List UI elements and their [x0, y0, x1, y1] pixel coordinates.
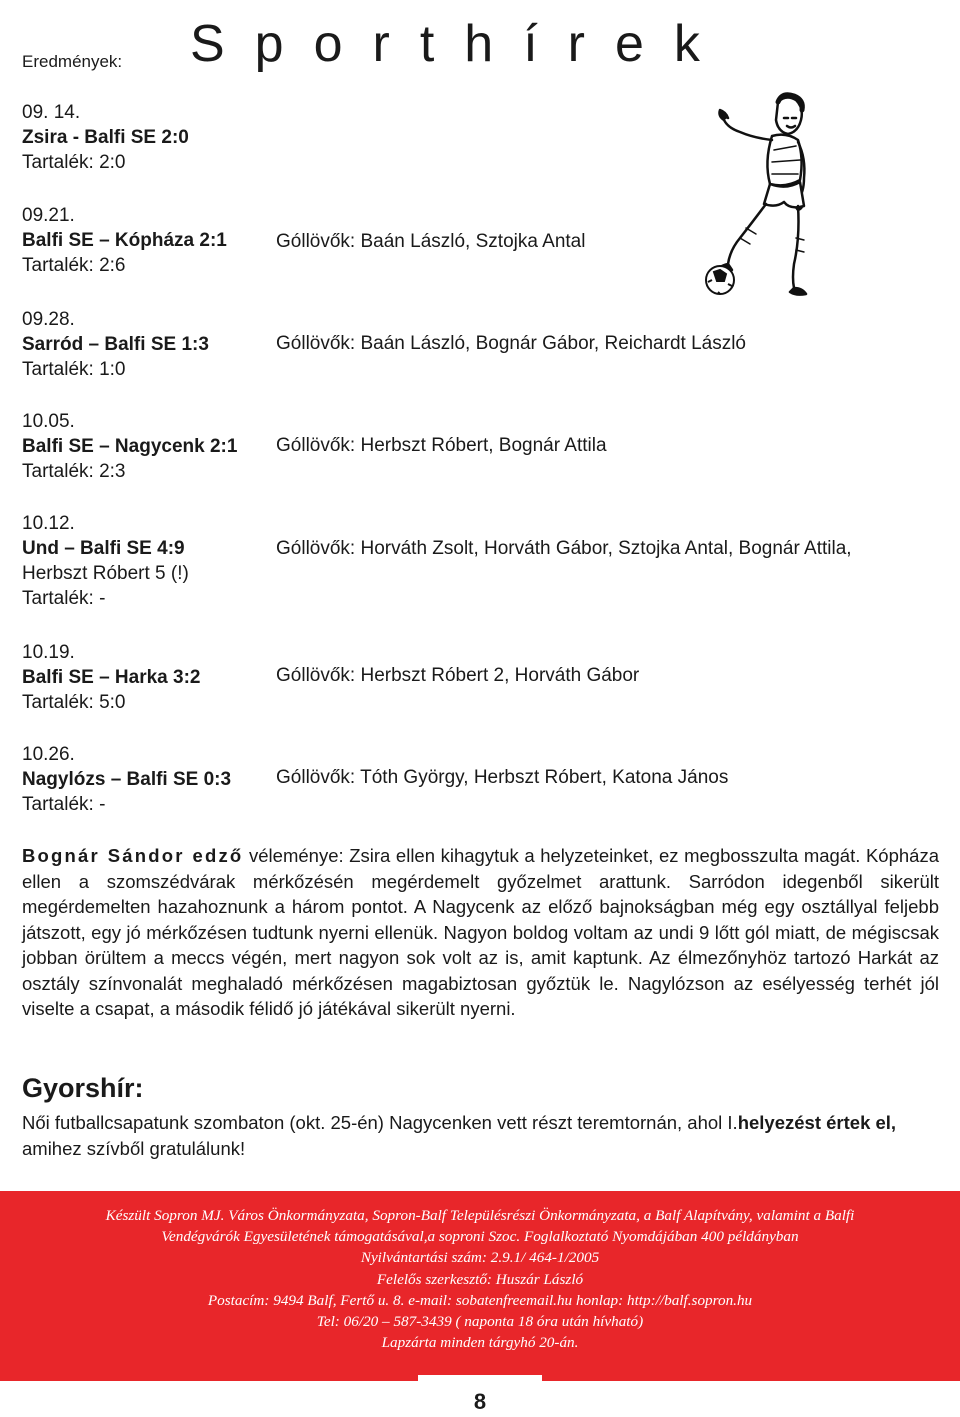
coach-opinion-text: véleménye: Zsira ellen kihagytuk a helyzeteinket, ez megbosszulta magát. Kópháza ellen a szomszédvárak mérkőzésén megérdemelt győzelmet arattunk. Sarródon idegenből sikerült megérdemelten hazahoznunk a három pontot. A Nagycenk az előző bajnokságban még egy osztállyal feljebb játszott, egy jó mérkőzésen tudtunk nyerni ellenük. Nagyon boldog voltam az undi 9 lőtt gól miatt, de mégiscsak jobban örültem a meccs végén, mert nagyon sok volt az is, amit kaptunk. Az élmezőnyhöz tartozó Harkát az osztály színvonalát meghaladó mérkőzésen magabiztosan győztük le. Nagylózson az esélyesség terhét jól viselte a csapat, a második félidő jó játékával sikerült nyerni.	[22, 845, 940, 1019]
footer-line: Lapzárta minden tárgyhó 20-án.	[381, 1334, 579, 1352]
match-date: 10.12.	[22, 513, 75, 534]
match-date: 10.26.	[22, 744, 75, 765]
result-block	[22, 409, 237, 484]
match-score: Zsira - Balfi SE 2:0	[22, 127, 189, 148]
match-score: Und – Balfi SE 4:9	[22, 538, 185, 559]
page-number-box	[418, 1375, 542, 1417]
reserve-score: Tartalék: 2:6	[22, 255, 126, 276]
coach-opinion	[22, 843, 939, 1022]
match-date: 10.19.	[22, 642, 75, 663]
quicknews-text-end: amihez szívből gratulálunk!	[22, 1138, 246, 1159]
footer-imprint	[0, 1191, 960, 1381]
quicknews-place: I.	[727, 1112, 738, 1133]
match-date: 09.28.	[22, 309, 75, 330]
footer-line: Tel: 06/20 – 587-3439 ( naponta 18 óra után hívható)	[316, 1313, 644, 1331]
scorers: Góllövők: Baán László, Sztojka Antal	[276, 231, 586, 252]
match-score: Balfi SE – Harka 3:2	[22, 667, 201, 688]
page-title: Sporthírek	[190, 15, 730, 73]
quicknews-highlight: helyezést értek el,	[737, 1112, 897, 1133]
quicknews-text-part: Női futballcsapatunk szombaton (okt. 25-én) Nagycenken vett részt teremtornán, ahol	[22, 1112, 728, 1133]
result-block	[22, 511, 189, 611]
footer-line: Felelős szerkesztő: Huszár László	[376, 1270, 584, 1288]
reserve-score: Tartalék: -	[22, 794, 106, 815]
result-block	[22, 203, 227, 278]
result-block	[22, 100, 189, 175]
match-score: Balfi SE – Nagycenk 2:1	[22, 436, 238, 457]
reserve-score: Tartalék: 2:3	[22, 461, 126, 482]
result-block	[22, 742, 231, 817]
match-score: Sarród – Balfi SE 1:3	[22, 334, 209, 355]
scorers: Góllövők: Herbszt Róbert 2, Horváth Gábor	[276, 665, 640, 686]
reserve-score: Tartalék: 2:0	[22, 152, 126, 173]
match-date: 09. 14.	[22, 102, 81, 123]
footer-line: Vendégvárók Egyesületének támogatásával,a soproni Szoc. Foglalkoztató Nyomdájában 400 példányban	[161, 1228, 799, 1246]
page-number: 8	[473, 1389, 487, 1414]
match-score: Balfi SE – Kópháza 2:1	[22, 230, 227, 251]
footer-line: Nyilvántartási szám: 2.9.1/ 464-1/2005	[360, 1249, 600, 1267]
soccer-player-kicking-ball-icon	[700, 88, 810, 303]
reserve-score: Tartalék: -	[22, 588, 106, 609]
scorers: Góllövők: Horváth Zsolt, Horváth Gábor, Sztojka Antal, Bognár Attila,	[276, 538, 852, 559]
scorers: Góllövők: Herbszt Róbert, Bognár Attila	[276, 435, 607, 456]
quicknews-text	[22, 1110, 922, 1162]
footer-line: Készült Sopron MJ. Város Önkormányzata, Sopron-Balf Településrészi Önkormányzata, a Balf Alapítvány, valamint a Balfi	[105, 1207, 855, 1224]
result-block	[22, 307, 209, 382]
match-score: Nagylózs – Balfi SE 0:3	[22, 769, 232, 790]
quicknews-title: Gyorshír:	[22, 1073, 144, 1103]
coach-name: Bognár Sándor edző	[22, 845, 244, 866]
scorers: Góllövők: Baán László, Bognár Gábor, Reichardt László	[276, 333, 746, 354]
reserve-score: Tartalék: 1:0	[22, 359, 126, 380]
results-label: Eredmények:	[22, 52, 123, 71]
scorers-continued: Herbszt Róbert 5 (!)	[22, 563, 189, 584]
match-date: 09.21.	[22, 205, 75, 226]
scorers: Góllövők: Tóth György, Herbszt Róbert, Katona János	[276, 767, 729, 788]
reserve-score: Tartalék: 5:0	[22, 692, 126, 713]
footer-line: Postacím: 9494 Balf, Fertő u. 8. e-mail: sobatenfreemail.hu honlap: http://balf.sopron.hu	[207, 1291, 753, 1309]
result-block	[22, 640, 200, 715]
match-date: 10.05.	[22, 411, 75, 432]
